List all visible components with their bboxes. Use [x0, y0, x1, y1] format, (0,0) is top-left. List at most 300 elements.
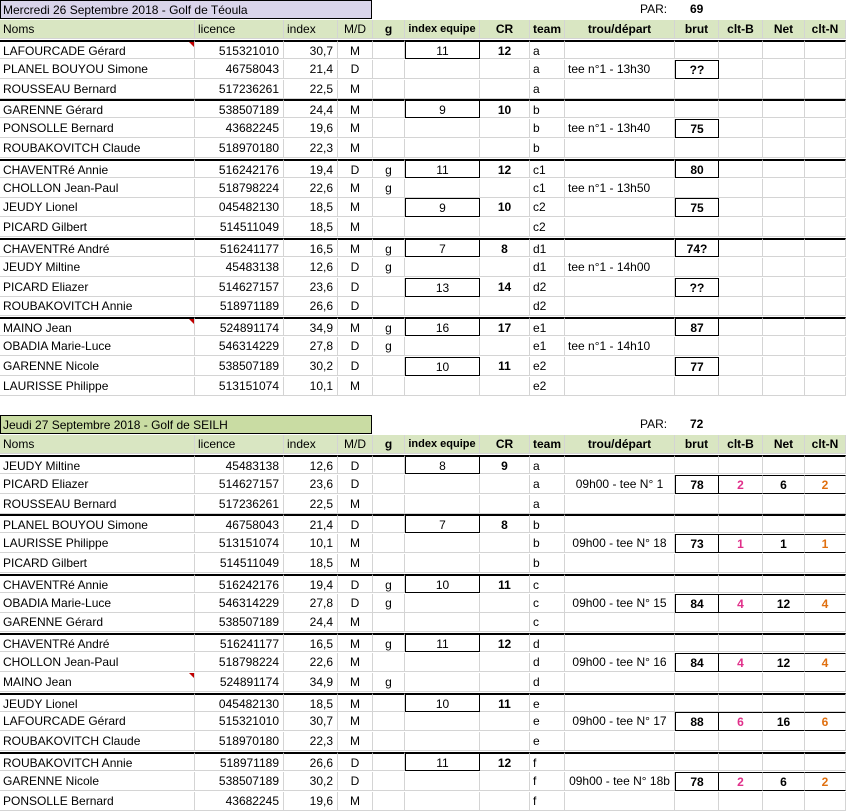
cell-cn[interactable] — [805, 119, 846, 138]
cell-brut[interactable] — [675, 732, 719, 751]
cell-md[interactable]: M — [338, 238, 373, 257]
cell-name[interactable]: PLANEL BOUYOU Simone — [0, 514, 195, 533]
cell-team[interactable]: e — [530, 712, 565, 731]
cell-idx[interactable]: 22,3 — [284, 732, 338, 751]
cell-ie[interactable] — [405, 772, 480, 791]
cell-trou[interactable]: 09h00 - tee N° 18b — [565, 772, 675, 791]
cell-net[interactable] — [763, 554, 805, 573]
cell-md[interactable]: M — [338, 99, 373, 118]
cell-cb[interactable] — [719, 60, 763, 79]
cell-idx[interactable]: 26,6 — [284, 297, 338, 316]
cell-idx[interactable]: 30,2 — [284, 357, 338, 376]
cell-g[interactable] — [373, 198, 405, 217]
cell-idx[interactable]: 12,6 — [284, 455, 338, 474]
cell-lic[interactable]: 517236261 — [195, 80, 284, 99]
cell-cn[interactable]: 4 — [805, 653, 846, 672]
header-licence[interactable]: licence — [195, 435, 284, 454]
cell-net[interactable] — [763, 693, 805, 712]
cell-md[interactable]: D — [338, 278, 373, 297]
cell-cr[interactable] — [480, 179, 530, 198]
header-index-equipe[interactable]: index equipe — [405, 20, 480, 39]
cell-cb[interactable] — [719, 792, 763, 811]
cell-team[interactable]: d — [530, 633, 565, 652]
cell-cn[interactable]: 4 — [805, 594, 846, 613]
cell-trou[interactable] — [565, 455, 675, 474]
cell-lic[interactable]: 516242176 — [195, 159, 284, 178]
cell-cb[interactable] — [719, 455, 763, 474]
cell-cr[interactable] — [480, 258, 530, 277]
cell-team[interactable]: c2 — [530, 198, 565, 217]
cell-lic[interactable]: 518798224 — [195, 653, 284, 672]
header-g[interactable]: g — [373, 20, 405, 39]
cell-brut[interactable]: 84 — [675, 653, 719, 672]
cell-ie[interactable] — [405, 179, 480, 198]
cell-net[interactable] — [763, 317, 805, 336]
cell-cn[interactable] — [805, 554, 846, 573]
cell-idx[interactable]: 23,6 — [284, 278, 338, 297]
cell-g[interactable] — [373, 693, 405, 712]
cell-trou[interactable] — [565, 495, 675, 514]
cell-cb[interactable] — [719, 297, 763, 316]
cell-idx[interactable]: 10,1 — [284, 377, 338, 396]
cell-brut[interactable]: 75 — [675, 119, 719, 138]
cell-name[interactable]: CHAVENTRé André — [0, 633, 195, 652]
cell-net[interactable] — [763, 218, 805, 237]
cell-lic[interactable]: 46758043 — [195, 60, 284, 79]
cell-net[interactable] — [763, 613, 805, 632]
cell-brut[interactable]: 84 — [675, 594, 719, 613]
cell-trou[interactable]: tee n°1 - 14h00 — [565, 258, 675, 277]
cell-net[interactable] — [763, 159, 805, 178]
cell-cb[interactable] — [719, 159, 763, 178]
cell-brut[interactable] — [675, 673, 719, 692]
cell-md[interactable]: D — [338, 772, 373, 791]
cell-idx[interactable]: 19,4 — [284, 159, 338, 178]
header-cr[interactable]: CR — [480, 435, 530, 454]
cell-cb[interactable] — [719, 80, 763, 99]
cell-team[interactable]: d — [530, 653, 565, 672]
header-team[interactable]: team — [530, 435, 565, 454]
cell-md[interactable]: M — [338, 198, 373, 217]
cell-brut[interactable] — [675, 613, 719, 632]
cell-cr[interactable]: 12 — [480, 40, 530, 59]
cell-cr[interactable] — [480, 475, 530, 494]
cell-team[interactable]: a — [530, 495, 565, 514]
cell-net[interactable] — [763, 574, 805, 593]
cell-team[interactable]: e — [530, 732, 565, 751]
cell-cr[interactable] — [480, 534, 530, 553]
cell-net[interactable] — [763, 297, 805, 316]
cell-md[interactable]: D — [338, 159, 373, 178]
cell-cb[interactable]: 6 — [719, 712, 763, 731]
cell-lic[interactable]: 514511049 — [195, 218, 284, 237]
header-index[interactable]: index — [284, 435, 338, 454]
cell-name[interactable]: LAURISSE Philippe — [0, 534, 195, 553]
cell-name[interactable]: CHOLLON Jean-Paul — [0, 179, 195, 198]
cell-name[interactable]: CHAVENTRé André — [0, 238, 195, 257]
cell-net[interactable] — [763, 752, 805, 771]
cell-brut[interactable] — [675, 752, 719, 771]
cell-cn[interactable] — [805, 337, 846, 356]
cell-lic[interactable]: 517236261 — [195, 495, 284, 514]
cell-name[interactable]: CHAVENTRé Annie — [0, 159, 195, 178]
cell-brut[interactable] — [675, 693, 719, 712]
cell-net[interactable] — [763, 633, 805, 652]
cell-cn[interactable] — [805, 633, 846, 652]
header-g[interactable]: g — [373, 435, 405, 454]
cell-brut[interactable]: 78 — [675, 772, 719, 791]
cell-team[interactable]: b — [530, 534, 565, 553]
cell-name[interactable]: ROUBAKOVITCH Annie — [0, 752, 195, 771]
cell-cr[interactable] — [480, 594, 530, 613]
cell-name[interactable]: JEUDY Lionel — [0, 693, 195, 712]
cell-name[interactable]: CHAVENTRé Annie — [0, 574, 195, 593]
cell-lic[interactable]: 515321010 — [195, 40, 284, 59]
cell-g[interactable] — [373, 534, 405, 553]
cell-cb[interactable] — [719, 693, 763, 712]
cell-team[interactable]: b — [530, 139, 565, 158]
cell-brut[interactable] — [675, 80, 719, 99]
cell-ie[interactable] — [405, 732, 480, 751]
cell-idx[interactable]: 26,6 — [284, 752, 338, 771]
cell-md[interactable]: D — [338, 514, 373, 533]
cell-cn[interactable] — [805, 514, 846, 533]
cell-idx[interactable]: 19,6 — [284, 792, 338, 811]
header-trou-depart[interactable]: trou/départ — [565, 435, 675, 454]
cell-g[interactable] — [373, 792, 405, 811]
cell-trou[interactable] — [565, 554, 675, 573]
cell-idx[interactable]: 22,6 — [284, 179, 338, 198]
cell-net[interactable] — [763, 258, 805, 277]
header-trou-depart[interactable]: trou/départ — [565, 20, 675, 39]
cell-g[interactable]: g — [373, 238, 405, 257]
cell-team[interactable]: a — [530, 40, 565, 59]
cell-md[interactable]: M — [338, 179, 373, 198]
cell-name[interactable]: JEUDY Lionel — [0, 198, 195, 217]
cell-md[interactable]: D — [338, 594, 373, 613]
cell-cr[interactable] — [480, 712, 530, 731]
cell-net[interactable] — [763, 495, 805, 514]
cell-cn[interactable] — [805, 198, 846, 217]
cell-ie[interactable]: 8 — [405, 455, 480, 474]
cell-net[interactable] — [763, 179, 805, 198]
cell-trou[interactable]: 09h00 - tee N° 15 — [565, 594, 675, 613]
cell-lic[interactable]: 518970180 — [195, 139, 284, 158]
cell-lic[interactable]: 538507189 — [195, 613, 284, 632]
cell-g[interactable]: g — [373, 258, 405, 277]
cell-net[interactable]: 12 — [763, 594, 805, 613]
cell-g[interactable] — [373, 119, 405, 138]
cell-trou[interactable] — [565, 574, 675, 593]
cell-brut[interactable] — [675, 792, 719, 811]
cell-cr[interactable] — [480, 792, 530, 811]
header-noms[interactable]: Noms — [0, 20, 195, 39]
cell-cb[interactable] — [719, 258, 763, 277]
header-index[interactable]: index — [284, 20, 338, 39]
cell-idx[interactable]: 22,5 — [284, 495, 338, 514]
cell-team[interactable]: c2 — [530, 218, 565, 237]
cell-lic[interactable]: 546314229 — [195, 337, 284, 356]
cell-trou[interactable] — [565, 218, 675, 237]
cell-name[interactable]: ROUSSEAU Bernard — [0, 495, 195, 514]
cell-cb[interactable] — [719, 179, 763, 198]
cell-brut[interactable]: 88 — [675, 712, 719, 731]
cell-net[interactable] — [763, 238, 805, 257]
cell-cr[interactable]: 12 — [480, 159, 530, 178]
cell-cr[interactable] — [480, 80, 530, 99]
cell-trou[interactable] — [565, 377, 675, 396]
cell-team[interactable]: a — [530, 80, 565, 99]
cell-lic[interactable]: 45483138 — [195, 258, 284, 277]
cell-cb[interactable]: 4 — [719, 594, 763, 613]
cell-trou[interactable] — [565, 752, 675, 771]
cell-net[interactable] — [763, 455, 805, 474]
cell-ie[interactable]: 9 — [405, 99, 480, 118]
cell-cr[interactable] — [480, 495, 530, 514]
cell-idx[interactable]: 27,8 — [284, 337, 338, 356]
cell-idx[interactable]: 10,1 — [284, 534, 338, 553]
cell-cr[interactable] — [480, 772, 530, 791]
cell-cr[interactable] — [480, 337, 530, 356]
cell-trou[interactable] — [565, 40, 675, 59]
cell-net[interactable]: 6 — [763, 475, 805, 494]
cell-brut[interactable] — [675, 514, 719, 533]
cell-cr[interactable] — [480, 613, 530, 632]
cell-idx[interactable]: 30,7 — [284, 712, 338, 731]
cell-cr[interactable]: 9 — [480, 455, 530, 474]
cell-md[interactable]: D — [338, 60, 373, 79]
cell-lic[interactable]: 524891174 — [195, 673, 284, 692]
cell-brut[interactable] — [675, 633, 719, 652]
cell-g[interactable]: g — [373, 317, 405, 336]
cell-trou[interactable] — [565, 673, 675, 692]
cell-ie[interactable] — [405, 594, 480, 613]
cell-name[interactable]: OBADIA Marie-Luce — [0, 594, 195, 613]
cell-cn[interactable] — [805, 613, 846, 632]
cell-cb[interactable] — [719, 139, 763, 158]
cell-team[interactable]: e — [530, 693, 565, 712]
cell-name[interactable]: JEUDY Miltine — [0, 258, 195, 277]
cell-cb[interactable] — [719, 218, 763, 237]
cell-g[interactable] — [373, 712, 405, 731]
cell-brut[interactable]: 75 — [675, 198, 719, 217]
cell-cr[interactable]: 10 — [480, 99, 530, 118]
header-clt-b[interactable]: clt-B — [719, 20, 763, 39]
cell-md[interactable]: D — [338, 258, 373, 277]
cell-name[interactable]: ROUBAKOVITCH Claude — [0, 139, 195, 158]
cell-team[interactable]: b — [530, 119, 565, 138]
cell-team[interactable]: a — [530, 60, 565, 79]
cell-g[interactable] — [373, 554, 405, 573]
cell-net[interactable] — [763, 278, 805, 297]
cell-idx[interactable]: 22,6 — [284, 653, 338, 672]
cell-cr[interactable] — [480, 297, 530, 316]
cell-cb[interactable] — [719, 752, 763, 771]
cell-idx[interactable]: 27,8 — [284, 594, 338, 613]
header-brut[interactable]: brut — [675, 435, 719, 454]
cell-lic[interactable]: 524891174 — [195, 317, 284, 336]
cell-cb[interactable] — [719, 278, 763, 297]
cell-md[interactable]: M — [338, 534, 373, 553]
cell-brut[interactable] — [675, 297, 719, 316]
cell-cb[interactable] — [719, 574, 763, 593]
cell-md[interactable]: D — [338, 752, 373, 771]
cell-name[interactable]: PLANEL BOUYOU Simone — [0, 60, 195, 79]
cell-cb[interactable] — [719, 40, 763, 59]
cell-lic[interactable]: 538507189 — [195, 357, 284, 376]
cell-name[interactable]: ROUBAKOVITCH Claude — [0, 732, 195, 751]
cell-ie[interactable] — [405, 554, 480, 573]
cell-lic[interactable]: 514627157 — [195, 475, 284, 494]
cell-md[interactable]: D — [338, 297, 373, 316]
cell-md[interactable]: M — [338, 80, 373, 99]
cell-g[interactable] — [373, 772, 405, 791]
cell-ie[interactable]: 7 — [405, 238, 480, 257]
cell-ie[interactable] — [405, 377, 480, 396]
cell-net[interactable] — [763, 514, 805, 533]
cell-md[interactable]: M — [338, 40, 373, 59]
cell-cn[interactable] — [805, 139, 846, 158]
cell-cn[interactable]: 1 — [805, 534, 846, 553]
cell-cn[interactable] — [805, 159, 846, 178]
cell-net[interactable]: 12 — [763, 653, 805, 672]
cell-g[interactable] — [373, 80, 405, 99]
cell-trou[interactable] — [565, 238, 675, 257]
cell-net[interactable] — [763, 80, 805, 99]
cell-cb[interactable]: 4 — [719, 653, 763, 672]
cell-brut[interactable]: 73 — [675, 534, 719, 553]
cell-trou[interactable] — [565, 514, 675, 533]
cell-trou[interactable] — [565, 297, 675, 316]
cell-lic[interactable]: 513151074 — [195, 534, 284, 553]
cell-g[interactable] — [373, 99, 405, 118]
cell-trou[interactable] — [565, 792, 675, 811]
cell-team[interactable]: e2 — [530, 377, 565, 396]
cell-trou[interactable] — [565, 99, 675, 118]
cell-cb[interactable] — [719, 119, 763, 138]
header-licence[interactable]: licence — [195, 20, 284, 39]
cell-net[interactable] — [763, 357, 805, 376]
cell-cr[interactable] — [480, 732, 530, 751]
cell-name[interactable]: CHOLLON Jean-Paul — [0, 653, 195, 672]
cell-trou[interactable] — [565, 613, 675, 632]
cell-team[interactable]: b — [530, 514, 565, 533]
cell-cr[interactable] — [480, 60, 530, 79]
cell-g[interactable] — [373, 514, 405, 533]
cell-cn[interactable] — [805, 673, 846, 692]
cell-trou[interactable] — [565, 693, 675, 712]
cell-cn[interactable] — [805, 80, 846, 99]
cell-net[interactable] — [763, 119, 805, 138]
cell-idx[interactable]: 18,5 — [284, 554, 338, 573]
cell-cb[interactable] — [719, 337, 763, 356]
cell-lic[interactable]: 518971189 — [195, 297, 284, 316]
cell-team[interactable]: a — [530, 475, 565, 494]
cell-cr[interactable]: 8 — [480, 514, 530, 533]
cell-lic[interactable]: 45483138 — [195, 455, 284, 474]
cell-team[interactable]: b — [530, 99, 565, 118]
cell-team[interactable]: d2 — [530, 297, 565, 316]
cell-team[interactable]: d1 — [530, 238, 565, 257]
cell-trou[interactable] — [565, 159, 675, 178]
cell-brut[interactable] — [675, 377, 719, 396]
cell-ie[interactable] — [405, 712, 480, 731]
cell-cn[interactable] — [805, 218, 846, 237]
cell-md[interactable]: M — [338, 218, 373, 237]
cell-net[interactable] — [763, 99, 805, 118]
cell-g[interactable]: g — [373, 337, 405, 356]
cell-name[interactable]: ROUSSEAU Bernard — [0, 80, 195, 99]
cell-brut[interactable] — [675, 258, 719, 277]
cell-brut[interactable]: 74? — [675, 238, 719, 257]
cell-trou[interactable] — [565, 80, 675, 99]
cell-trou[interactable]: 09h00 - tee N° 1 — [565, 475, 675, 494]
cell-name[interactable]: MAINO Jean — [0, 673, 195, 692]
cell-team[interactable]: f — [530, 772, 565, 791]
cell-ie[interactable]: 11 — [405, 159, 480, 178]
cell-name[interactable]: PICARD Gilbert — [0, 554, 195, 573]
cell-trou[interactable]: 09h00 - tee N° 16 — [565, 653, 675, 672]
cell-ie[interactable]: 10 — [405, 693, 480, 712]
cell-idx[interactable]: 21,4 — [284, 60, 338, 79]
cell-md[interactable]: M — [338, 673, 373, 692]
header-net[interactable]: Net — [763, 20, 805, 39]
cell-name[interactable]: LAFOURCADE Gérard — [0, 712, 195, 731]
cell-trou[interactable] — [565, 633, 675, 652]
cell-lic[interactable]: 514627157 — [195, 278, 284, 297]
cell-ie[interactable] — [405, 673, 480, 692]
cell-cr[interactable]: 14 — [480, 278, 530, 297]
cell-brut[interactable]: 87 — [675, 317, 719, 336]
cell-g[interactable]: g — [373, 179, 405, 198]
cell-name[interactable]: MAINO Jean — [0, 317, 195, 336]
cell-g[interactable] — [373, 278, 405, 297]
cell-cr[interactable]: 11 — [480, 693, 530, 712]
cell-cb[interactable] — [719, 673, 763, 692]
cell-trou[interactable] — [565, 357, 675, 376]
cell-g[interactable]: g — [373, 594, 405, 613]
cell-g[interactable] — [373, 475, 405, 494]
cell-ie[interactable] — [405, 653, 480, 672]
cell-lic[interactable]: 514511049 — [195, 554, 284, 573]
cell-ie[interactable] — [405, 80, 480, 99]
cell-idx[interactable]: 23,6 — [284, 475, 338, 494]
cell-idx[interactable]: 30,7 — [284, 40, 338, 59]
cell-g[interactable]: g — [373, 673, 405, 692]
cell-cb[interactable] — [719, 317, 763, 336]
cell-brut[interactable] — [675, 455, 719, 474]
cell-ie[interactable]: 10 — [405, 357, 480, 376]
cell-ie[interactable] — [405, 495, 480, 514]
cell-cn[interactable] — [805, 792, 846, 811]
cell-cn[interactable]: 6 — [805, 712, 846, 731]
cell-net[interactable] — [763, 673, 805, 692]
cell-cn[interactable]: 2 — [805, 475, 846, 494]
cell-g[interactable] — [373, 139, 405, 158]
cell-md[interactable]: M — [338, 732, 373, 751]
cell-lic[interactable]: 516242176 — [195, 574, 284, 593]
cell-team[interactable]: d2 — [530, 278, 565, 297]
cell-team[interactable]: c — [530, 613, 565, 632]
cell-cn[interactable] — [805, 99, 846, 118]
cell-ie[interactable] — [405, 139, 480, 158]
cell-g[interactable] — [373, 732, 405, 751]
cell-md[interactable]: M — [338, 377, 373, 396]
cell-ie[interactable] — [405, 218, 480, 237]
cell-cb[interactable] — [719, 99, 763, 118]
cell-brut[interactable] — [675, 99, 719, 118]
cell-name[interactable]: LAURISSE Philippe — [0, 377, 195, 396]
